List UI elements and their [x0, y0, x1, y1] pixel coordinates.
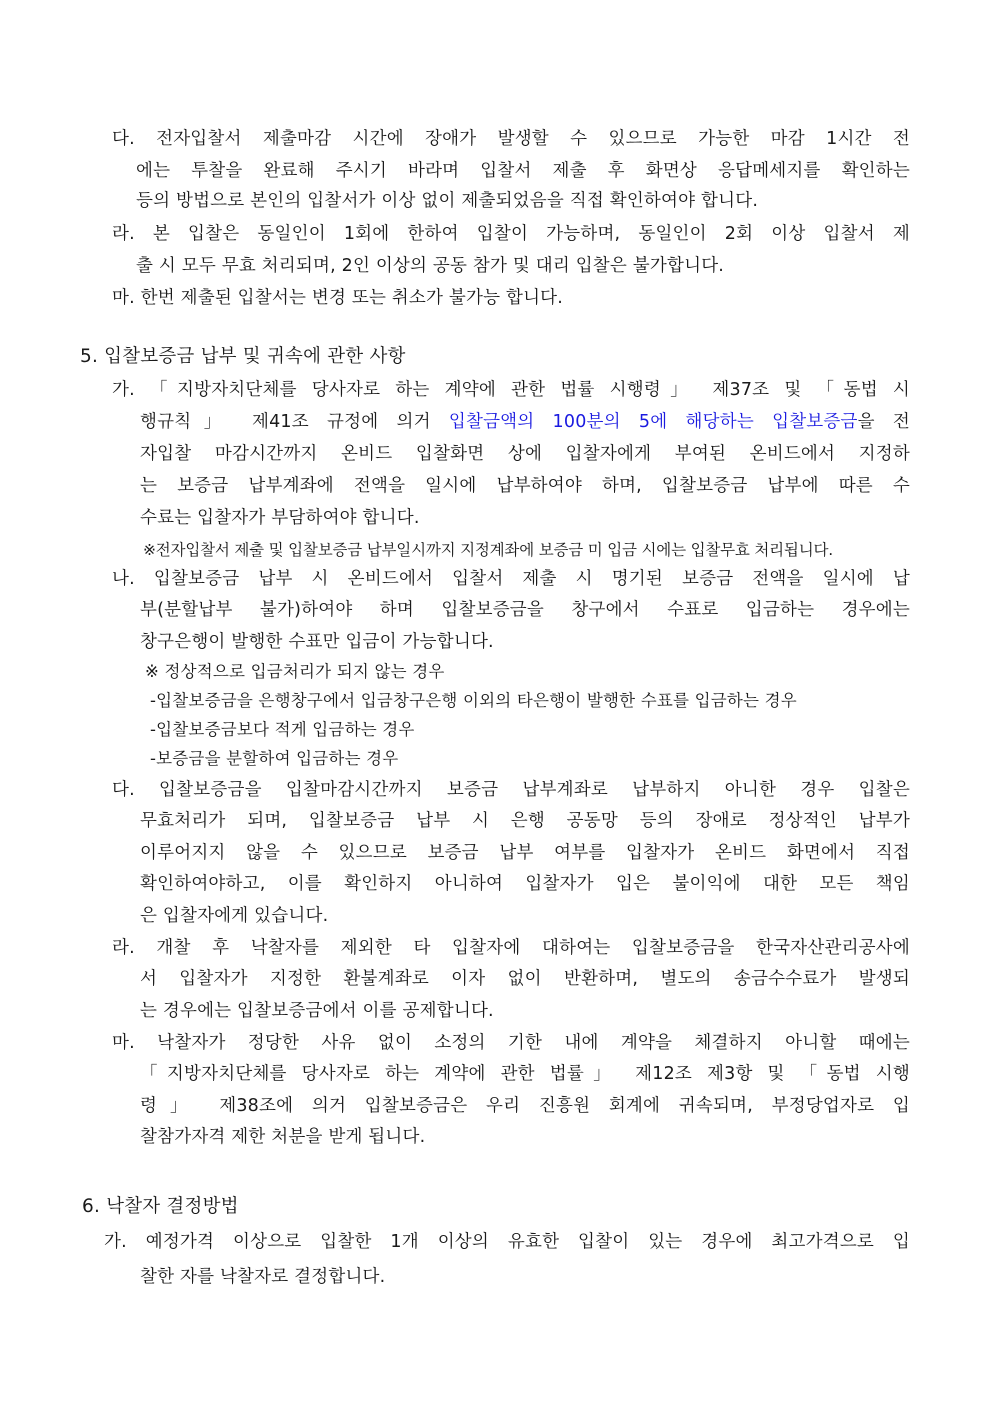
s5-ga-line-2: [140, 410, 910, 434]
s5-ga-line-2-pre: 행규칙」 제41조 규정에 의거: [140, 412, 449, 432]
s5-da-line-2: 무효처리가 되며, 입찰보증금 납부 시 은행 공동망 등의 장애로 정상적인 납부가: [140, 811, 910, 831]
s5-ra-line-3: 는 경우에는 입찰보증금에서 이를 공제합니다.: [140, 1001, 494, 1021]
s5-ga-line-2-post: 을 전: [857, 412, 910, 432]
s5-na-note-item-3: -보증금을 분할하여 입금하는 경우: [150, 749, 399, 768]
s5-na-note-title: ※ 정상적으로 입금처리가 되지 않는 경우: [145, 662, 445, 681]
section-6-heading: 6. 낙찰자 결정방법: [82, 1196, 239, 1217]
s5-ga-line-3: 자입찰 마감시간까지 온비드 입찰화면 상에 입찰자에게 부여된 온비드에서 지정하: [140, 444, 910, 464]
item-da-line-1: 다. 전자입찰서 제출마감 시간에 장애가 발생할 수 있으므로 가능한 마감 1시간 전: [112, 129, 910, 149]
s5-ma-line-3: 령」 제38조에 의거 입찰보증금은 우리 진흥원 회계에 귀속되며, 부정당업자로 입: [140, 1096, 910, 1116]
s5-na-note-item-2: -입찰보증금보다 적게 입금하는 경우: [150, 720, 415, 739]
s5-ga-note: ※전자입찰서 제출 및 입찰보증금 납부일시까지 지정계좌에 보증금 미 입금 시에는 입찰무효 처리됩니다.: [143, 541, 833, 559]
s5-ga-line-4: 는 보증금 납부계좌에 전액을 일시에 납부하여야 하며, 입찰보증금 납부에 따른 수: [140, 476, 910, 496]
s5-na-line-3: 창구은행이 발행한 수표만 입금이 가능합니다.: [140, 632, 494, 652]
s5-ma-line-1: 마. 낙찰자가 정당한 사유 없이 소정의 기한 내에 계약을 체결하지 아니할 때에는: [112, 1033, 910, 1053]
item-ra-line-2: 출 시 모두 무효 처리되며, 2인 이상의 공동 참가 및 대리 입찰은 불가합니다.: [136, 256, 725, 276]
s6-ga-line-1: 가. 예정가격 이상으로 입찰한 1개 이상의 유효한 입찰이 있는 경우에 최고가격으로 입: [104, 1232, 910, 1252]
s5-ra-line-1: 라. 개찰 후 낙찰자를 제외한 타 입찰자에 대하여는 입찰보증금을 한국자산관리공사에: [112, 938, 910, 958]
s5-da-line-5: 은 입찰자에게 있습니다.: [140, 906, 329, 926]
s5-ma-line-2: 「지방자치단체를 당사자로 하는 계약에 관한 법률」 제12조 제3항 및 「동법 시행: [140, 1064, 910, 1084]
s5-ma-line-4: 찰참가자격 제한 처분을 받게 됩니다.: [140, 1127, 426, 1147]
s5-na-line-2: 부(분할납부 불가)하여야 하며 입찰보증금을 창구에서 수표로 입금하는 경우에는: [140, 600, 910, 620]
s5-ga-line-5: 수료는 입찰자가 부담하여야 합니다.: [140, 508, 420, 528]
s5-ga-line-1: 가. 「지방자치단체를 당사자로 하는 계약에 관한 법률 시행령」 제37조 및 「동법 시: [112, 380, 910, 400]
item-ma-line: 마. 한번 제출된 입찰서는 변경 또는 취소가 불가능 합니다.: [112, 288, 564, 308]
s5-ga-highlight: 입찰금액의 100분의 5에 해당하는 입찰보증금: [448, 412, 858, 432]
s6-ga-line-2: 찰한 자를 낙찰자로 결정합니다.: [140, 1267, 386, 1287]
s5-da-line-4: 확인하여야하고, 이를 확인하지 아니하여 입찰자가 입은 불이익에 대한 모든 책임: [140, 874, 910, 894]
s5-na-note-item-1: -입찰보증금을 은행창구에서 입금창구은행 이외의 타은행이 발행한 수표를 입금하는 경우: [150, 691, 797, 710]
s5-na-line-1: 나. 입찰보증금 납부 시 온비드에서 입찰서 제출 시 명기된 보증금 전액을 일시에 납: [112, 569, 910, 589]
item-da-line-3: 등의 방법으로 본인의 입찰서가 이상 없이 제출되었음을 직접 확인하여야 합니다.: [136, 191, 759, 211]
s5-ra-line-2: 서 입찰자가 지정한 환불계좌로 이자 없이 반환하며, 별도의 송금수수료가 발생되: [140, 969, 910, 989]
item-da-line-2: 에는 투찰을 완료해 주시기 바라며 입찰서 제출 후 화면상 응답메세지를 확인하는: [136, 161, 910, 181]
s5-da-line-1: 다. 입찰보증금을 입찰마감시간까지 보증금 납부계좌로 납부하지 아니한 경우 입찰은: [112, 780, 910, 800]
section-5-heading: 5. 입찰보증금 납부 및 귀속에 관한 사항: [80, 346, 406, 367]
s5-da-line-3: 이루어지지 않을 수 있으므로 보증금 납부 여부를 입찰자가 온비드 화면에서 직접: [140, 843, 910, 863]
item-ra-line-1: 라. 본 입찰은 동일인이 1회에 한하여 입찰이 가능하며, 동일인이 2회 이상 입찰서 제: [112, 224, 910, 244]
